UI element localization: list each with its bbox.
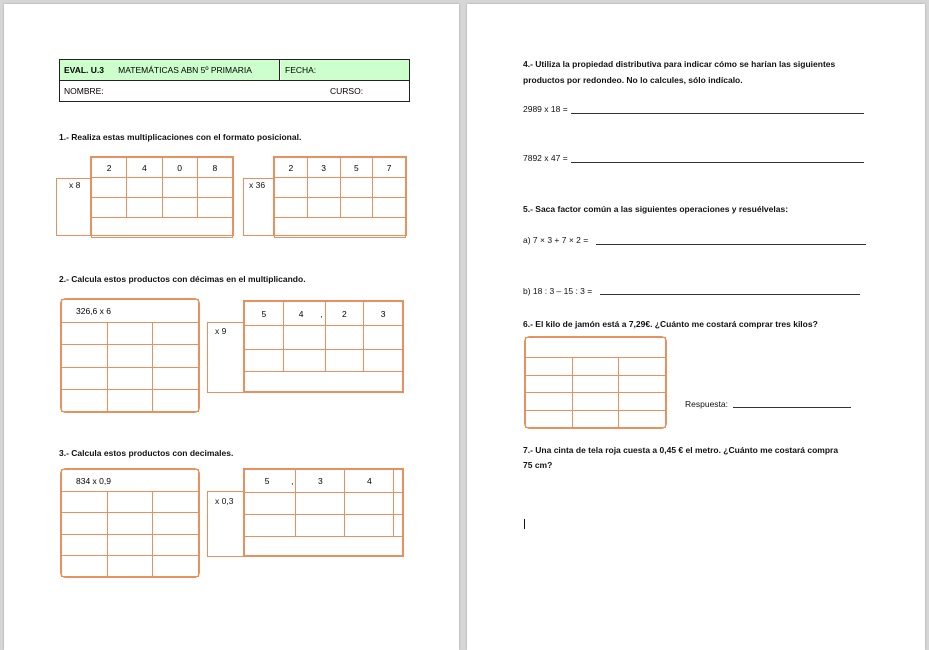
- grid-cell[interactable]: [153, 367, 199, 389]
- q1b-digit: 7: [373, 158, 406, 178]
- grid-cell[interactable]: [153, 555, 199, 576]
- q1b-grid[interactable]: [273, 156, 407, 236]
- grid-cell[interactable]: [526, 393, 573, 411]
- grid-cell[interactable]: [340, 178, 373, 198]
- result-cell[interactable]: [245, 372, 403, 392]
- q2-digit: 5: [245, 302, 284, 326]
- q6-answer-label: Respuesta:: [685, 399, 728, 409]
- q1a-multiplier: x 8: [69, 180, 81, 190]
- grid-cell[interactable]: [92, 178, 127, 198]
- fecha-cell[interactable]: FECHA:: [281, 60, 409, 80]
- grid-cell[interactable]: [62, 389, 108, 411]
- grid-cell[interactable]: [127, 178, 162, 198]
- q3-digit: [394, 470, 403, 493]
- q5-item-a: a) 7 × 3 + 7 × 2 =: [523, 235, 589, 245]
- q5-answer-line-b[interactable]: [600, 294, 860, 295]
- q2-digit: 3: [364, 302, 403, 326]
- grid-cell[interactable]: [572, 358, 619, 376]
- grid-cell[interactable]: [572, 375, 619, 393]
- q2-digit: 2: [325, 302, 364, 326]
- grid-cell[interactable]: [619, 410, 666, 428]
- q1a-digit: 0: [162, 158, 197, 178]
- header-table: [59, 59, 410, 102]
- grid-cell[interactable]: [325, 326, 364, 350]
- q3-box[interactable]: [60, 468, 200, 578]
- grid-cell[interactable]: [345, 515, 394, 537]
- q1-title: 1.- Realiza estas multiplicaciones con el formato posicional.: [59, 132, 302, 142]
- header-row-2[interactable]: [60, 81, 409, 101]
- grid-cell[interactable]: [340, 198, 373, 218]
- grid-cell[interactable]: [107, 492, 153, 513]
- q3-multiplier: x 0,3: [215, 496, 234, 506]
- grid-cell[interactable]: [572, 410, 619, 428]
- q1b-digit: 3: [307, 158, 340, 178]
- grid-cell[interactable]: [394, 493, 403, 515]
- grid-cell[interactable]: [307, 178, 340, 198]
- grid-cell[interactable]: [619, 393, 666, 411]
- q3-title: 3.- Calcula estos productos con decimales.: [59, 448, 234, 458]
- result-cell[interactable]: [245, 537, 403, 556]
- q3-box-label: 834 x 0,9: [62, 470, 199, 492]
- q1b-multiplier: x 36: [249, 180, 266, 190]
- q1a-digit: 4: [127, 158, 162, 178]
- grid-cell[interactable]: [153, 345, 199, 367]
- grid-cell[interactable]: [345, 493, 394, 515]
- eval-label: EVAL. U.3: [64, 65, 104, 75]
- grid-cell[interactable]: [373, 178, 406, 198]
- grid-cell[interactable]: [153, 534, 199, 555]
- q2-decimal-comma: ,: [319, 302, 326, 326]
- grid-cell[interactable]: [107, 323, 153, 345]
- q2-box[interactable]: [60, 298, 200, 413]
- result-cell[interactable]: [275, 218, 406, 238]
- q5-answer-line-a[interactable]: [596, 244, 866, 245]
- grid-cell[interactable]: [107, 345, 153, 367]
- grid-cell[interactable]: [62, 555, 108, 576]
- q5-item-b: b) 18 : 3 – 15 : 3 =: [523, 286, 593, 296]
- grid-cell[interactable]: [197, 178, 232, 198]
- q3-digit: 3: [296, 470, 345, 493]
- grid-cell[interactable]: [62, 513, 108, 534]
- grid-cell[interactable]: [526, 410, 573, 428]
- grid-cell[interactable]: [275, 198, 308, 218]
- grid-cell[interactable]: [283, 350, 325, 372]
- grid-cell[interactable]: [107, 555, 153, 576]
- q2-multiplier: x 9: [215, 326, 227, 336]
- grid-cell[interactable]: [107, 513, 153, 534]
- q4-answer-line-b[interactable]: [571, 162, 864, 163]
- grid-cell[interactable]: [275, 178, 308, 198]
- text-cursor: [524, 519, 525, 529]
- q6-title: 6.- El kilo de jamón está a 7,29€. ¿Cuánto me costará comprar tres kilos?: [523, 319, 818, 329]
- grid-cell[interactable]: [107, 389, 153, 411]
- q5-title: 5.- Saca factor común a las siguientes operaciones y resuélvelas:: [523, 204, 789, 214]
- grid-cell[interactable]: [572, 393, 619, 411]
- header-row-1: [60, 60, 409, 81]
- q4-item-a: 2989 x 18 =: [523, 104, 568, 114]
- q4-answer-line-a[interactable]: [571, 113, 864, 114]
- grid-cell[interactable]: [526, 358, 573, 376]
- grid-cell[interactable]: [526, 338, 666, 358]
- grid-cell[interactable]: [197, 198, 232, 218]
- grid-cell[interactable]: [62, 367, 108, 389]
- grid-cell[interactable]: [62, 534, 108, 555]
- grid-cell[interactable]: [107, 534, 153, 555]
- q1b-digit: 2: [275, 158, 308, 178]
- grid-cell[interactable]: [307, 198, 340, 218]
- q7-title-line2: 75 cm?: [523, 460, 553, 470]
- grid-cell[interactable]: [62, 345, 108, 367]
- grid-cell[interactable]: [619, 375, 666, 393]
- q4-title-line2: productos por redondeo. No lo calcules, sólo indícalo.: [523, 75, 743, 85]
- grid-cell[interactable]: [245, 326, 284, 350]
- grid-cell[interactable]: [127, 198, 162, 218]
- grid-cell[interactable]: [394, 515, 403, 537]
- grid-cell[interactable]: [296, 515, 345, 537]
- grid-cell[interactable]: [153, 492, 199, 513]
- header-eval-cell: [60, 60, 280, 80]
- q1a-digit: 2: [92, 158, 127, 178]
- grid-cell[interactable]: [245, 350, 284, 372]
- grid-cell[interactable]: [325, 350, 364, 372]
- grid-cell[interactable]: [296, 493, 345, 515]
- grid-cell[interactable]: [283, 326, 325, 350]
- q7-title-line1: 7.- Una cinta de tela roja cuesta a 0,45 € el metro. ¿Cuánto me costará compra: [523, 445, 839, 455]
- grid-cell[interactable]: [619, 358, 666, 376]
- q1a-grid[interactable]: [90, 156, 234, 236]
- grid-cell[interactable]: [162, 198, 197, 218]
- q1b-digit: 5: [340, 158, 373, 178]
- q2-grid[interactable]: [243, 300, 404, 393]
- grid-cell[interactable]: [162, 178, 197, 198]
- grid-cell[interactable]: [373, 198, 406, 218]
- grid-cell[interactable]: [153, 513, 199, 534]
- grid-cell[interactable]: [153, 389, 199, 411]
- grid-cell[interactable]: [245, 515, 296, 537]
- nombre-label: NOMBRE:: [64, 86, 104, 96]
- result-cell[interactable]: [92, 218, 233, 238]
- grid-cell[interactable]: [107, 367, 153, 389]
- curso-label: CURSO:: [330, 86, 364, 96]
- page-left: [4, 4, 459, 650]
- q4-title-line1: 4.- Utiliza la propiedad distributiva para indicar cómo se harían las siguientes: [523, 59, 836, 69]
- q2-box-label: 326,6 x 6: [62, 300, 199, 323]
- q3-digit: 4: [345, 470, 394, 493]
- q6-grid[interactable]: [524, 336, 667, 429]
- q6-answer-line[interactable]: [733, 407, 851, 408]
- subject-label: MATEMÁTICAS ABN 5º PRIMARIA: [118, 65, 252, 75]
- q2-digit: 4: [283, 302, 318, 326]
- grid-cell[interactable]: [62, 492, 108, 513]
- page-right: [467, 4, 925, 650]
- q3-decimal-comma: ,: [289, 470, 296, 493]
- grid-cell[interactable]: [526, 375, 573, 393]
- grid-cell[interactable]: [245, 493, 296, 515]
- q3-grid[interactable]: [243, 468, 404, 557]
- grid-cell[interactable]: [92, 198, 127, 218]
- q2-title: 2.- Calcula estos productos con décimas en el multiplicando.: [59, 274, 306, 284]
- q4-item-b: 7892 x 47 =: [523, 153, 568, 163]
- q3-digit: 5: [245, 470, 290, 493]
- grid-cell[interactable]: [153, 323, 199, 345]
- grid-cell[interactable]: [364, 326, 403, 350]
- grid-cell[interactable]: [62, 323, 108, 345]
- grid-cell[interactable]: [364, 350, 403, 372]
- q1a-digit: 8: [197, 158, 232, 178]
